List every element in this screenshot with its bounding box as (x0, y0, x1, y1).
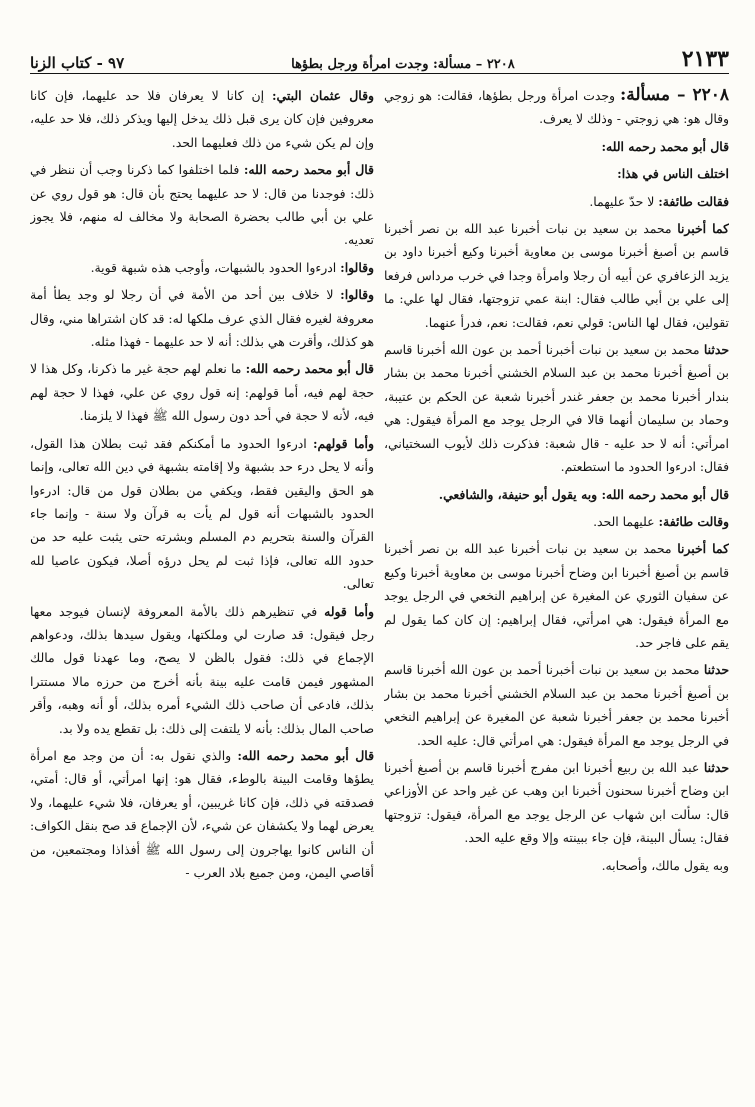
paragraph-lead: حدثنا (703, 662, 729, 678)
paragraph (30, 432, 374, 596)
paragraph-text: والذي نقول به: أن من وجد مع امرأة يطؤها وقامت البينة بالوطء، فقال هو: إنها امرأتي، أو قال: أمتي، فصدقته في ذلك، فإن كانا غريبين، أو يعرفان، فلا شيء عليهما، ولا يعرض لهما ولا يكشفان عن شيء، لأن الإجماع قد صح بنقل الكواف: أن الناس كانوا يهاجرون إلى رسول الله ﷺ أفذاذا ومجتمعين، من أقاصي اليمن، ومن جميع بلاد العرب - (30, 747, 374, 880)
paragraph-lead: وقالت طائفة: (658, 513, 729, 529)
right-column (384, 80, 729, 1090)
paragraph (384, 510, 729, 533)
paragraph (30, 283, 374, 353)
paragraph-lead: حدثنا (703, 759, 729, 775)
book-title: ٩٧ - كتاب الزنا (30, 54, 125, 72)
paragraph-text: إن كانا لا يعرفان فلا حد عليهما، فإن كانا معروفين فإن كان يرى قبل ذلك يدخل إليها ويذكر ذلك، فلا حد عليه، وإن لم يكن شيء من ذلك فعليهما الحد. (30, 88, 374, 150)
paragraph-text: لا حدّ عليهما. (589, 193, 659, 209)
paragraph (384, 658, 729, 752)
paragraph (30, 744, 374, 884)
paragraph (384, 84, 729, 131)
paragraph-text: لا خلاف بين أحد من الأمة في أن رجلا لو وجد يطأ أمة معروفة لغيره فقال الذي عرف ملكها له: قد كان اشتراها مني، وقال هو كذلك، وأقرت هي بذلك: أنه لا حد عليهما - فهذا مثله. (30, 287, 374, 350)
paragraph (384, 190, 729, 213)
paragraph (384, 756, 729, 850)
paragraph (384, 483, 729, 506)
paragraph-text: فلما اختلفوا كما ذكرنا وجب أن ننظر في ذلك: فوجدنا من قال: لا حد عليهما يحتج بأن قال: هو قول روي عن علي بن أبي طالب بحضرة الصحابة ولا مخالف له منهم، فلا يجوز تعديه. (30, 162, 374, 248)
paragraph-lead: وقالوا: (340, 259, 374, 275)
paragraph-text: محمد بن سعيد بن نبات أخبرنا أحمد بن عون الله أخبرنا قاسم بن أصبغ أخبرنا محمد بن عبد السلام الخشني أخبرنا محمد بن بشار بندار أخبرنا محمد بن جعفر غندر أخبرنا شعبة عن الحكم بن عتيبة، وحماد بن سليمان أنهما قالا في الرجل يوجد مع المرأة فيقول: هي امرأتي: أنه لا حد عليه - قال شعبة: فذكرت ذلك لأيوب السختياني، فقال: ادرءوا الحدود ما استطعتم. (384, 342, 729, 475)
paragraph (30, 357, 374, 427)
header-rule (30, 73, 729, 74)
paragraph (30, 256, 374, 279)
paragraph-text: عبد الله بن ربيع أخبرنا ابن مفرج أخبرنا قاسم بن أصبغ أخبرنا ابن وضاح أخبرنا سحنون أخبرنا ابن وهب عن غير واحد عن الأوزاعي قال: سألت ابن شهاب عن الرجل يوجد مع المرأة، فيقول: تزوجتها فقال: يسأل البينة، فإن جاء ببينته وإلا وقع عليه الحد. (384, 759, 729, 846)
paragraph-lead: وأما قولهم: (312, 435, 374, 451)
paragraph-text: محمد بن سعيد بن نبات أخبرنا عبد الله بن نصر أخبرنا قاسم بن أصبغ أخبرنا ابن وضاح أخبرنا موسى بن معاوية أخبرنا وكيع عن سفيان الثوري عن المغيرة عن إبراهيم النخعي في الرجل يوجد مع المرأة فيقول: هي امرأتي، فقال إبراهيم: إن كان كما يقول لم يقم على فاجر حد. (384, 541, 729, 650)
paragraph (384, 135, 729, 158)
left-column (30, 80, 374, 1090)
page-header (30, 44, 729, 72)
paragraph-lead: وقالوا: (340, 287, 374, 303)
page-number: ٢١٣٣ (681, 46, 729, 72)
paragraph-text: محمد بن سعيد بن نبات أخبرنا أحمد بن عون الله أخبرنا قاسم بن أصبغ أخبرنا محمد بن عبد السلام الخشني أخبرنا محمد بن بشار أخبرنا محمد بن جعفر أخبرنا شعبة عن المغيرة عن إبراهيم النخعي في الرجل يوجد مع المرأة فيقول: هي امرأتي قال: عليه الحد. (384, 662, 729, 748)
paragraph-lead: وأما قوله (324, 603, 374, 619)
paragraph-lead: قال أبو محمد رحمه الله: (243, 162, 374, 178)
paragraph-lead: قال أبو محمد رحمه الله: وبه يقول أبو حنيفة، والشافعي. (438, 486, 729, 502)
paragraph-lead: وقال عثمان البتي: (271, 88, 374, 103)
paragraph (384, 217, 729, 334)
paragraph (384, 537, 729, 654)
paragraph (30, 84, 374, 154)
running-title: ٢٢٠٨ – مسألة: وجدت امرأة ورجل بطؤها (291, 57, 515, 72)
paragraph-text: محمد بن سعيد بن نبات أخبرنا عبد الله بن نصر أخبرنا قاسم بن أصبغ أخبرنا موسى بن معاوية أخبرنا وكيع أخبرنا داود بن يزيد الزعافري عن أبيه أن رجلا وامرأة وجدا في خرب مرداس فرفعا إلى علي بن أبي طالب فقال: ابنة عمي تزوجتها، فقال لها علي: ما تقولين، فقال لها الناس: قولي نعم، فقالت: نعم، فدرأ عنهما. (384, 221, 729, 330)
paragraph-text: وجدت امرأة ورجل بطؤها، فقالت: هو زوجي وقال هو: هي زوجتي - وذلك لا يعرف. (384, 88, 729, 127)
paragraph-lead: اختلف الناس في هذا: (617, 166, 729, 182)
paragraph-lead: كما أخبرنا (677, 221, 729, 237)
paragraph-text: وبه يقول مالك، وأصحابه. (601, 857, 729, 873)
paragraph (384, 162, 729, 185)
paragraph-lead: ٢٢٠٨ – مسألة: (619, 85, 729, 105)
paragraph-text: عليهما الحد. (593, 513, 659, 529)
paragraph-lead: فقالت طائفة: (658, 193, 729, 209)
paragraph (384, 338, 729, 478)
paragraph-lead: قال أبو محمد رحمه الله: (601, 138, 729, 154)
paragraph (30, 600, 374, 740)
paragraph (384, 854, 729, 877)
paragraph-text: ما نعلم لهم حجة غير ما ذكرنا، وكل هذا لا حجة لهم فيه، أما قولهم: إنه قول روي عن علي، فهذا لا حجة لهم فيه، لأنه لا حجة في أحد دون رسول الله ﷺ فهذا لا يلزمنا. (30, 361, 374, 424)
paragraph-text: ادرءوا الحدود بالشبهات، وأوجب هذه شبهة قوية. (90, 259, 341, 275)
paragraph (30, 158, 374, 252)
paragraph-text: ادرءوا الحدود ما أمكنكم فقد ثبت بطلان هذا القول، وأنه لا يحل درء حد بشبهة ولا إقامته بشبهة في دين الله تعالى، وإنما هو الحق واليقين فقط، ويكفي من بطلان قول من قال: ادرءوا الحدود بالشبهات أنه قول لم يأت به قرآن ولا سنة - وإنما جاء القرآن والسنة بتحريم دم المسلم وبشرته حتى يثبت عليه حد من حدود الله تعالى، فإذا ثبت لم يحل درؤه أصلا، فيكون عاصيا لله تعالى. (30, 435, 374, 592)
paragraph-text: في تنظيرهم ذلك بالأمة المعروفة لإنسان فيوجد معها رجل فيقول: قد صارت لي وملكتها، ويقول سيدها بذلك، ودعواهم الإجماع في ذلك: فقول بالظن لا يصح، وما عهدنا قول مالك المشهور فيمن قامت عليه بينة بأنه أخرج من حرزه مالا مستترا بذلك، فادعى أن صاحب ذلك الشيء أمره بذلك، أو أنه وهبه، وأقر صاحب المال بذلك: بأنه لا يلتفت إلى ذلك: بل تقطع يده ولا بد. (30, 603, 374, 736)
paragraph-lead: كما أخبرنا (677, 541, 729, 557)
paragraph-lead: حدثنا (703, 342, 729, 358)
paragraph-lead: قال أبو محمد رحمه الله: (245, 361, 374, 377)
paragraph-lead: قال أبو محمد رحمه الله: (237, 747, 374, 763)
